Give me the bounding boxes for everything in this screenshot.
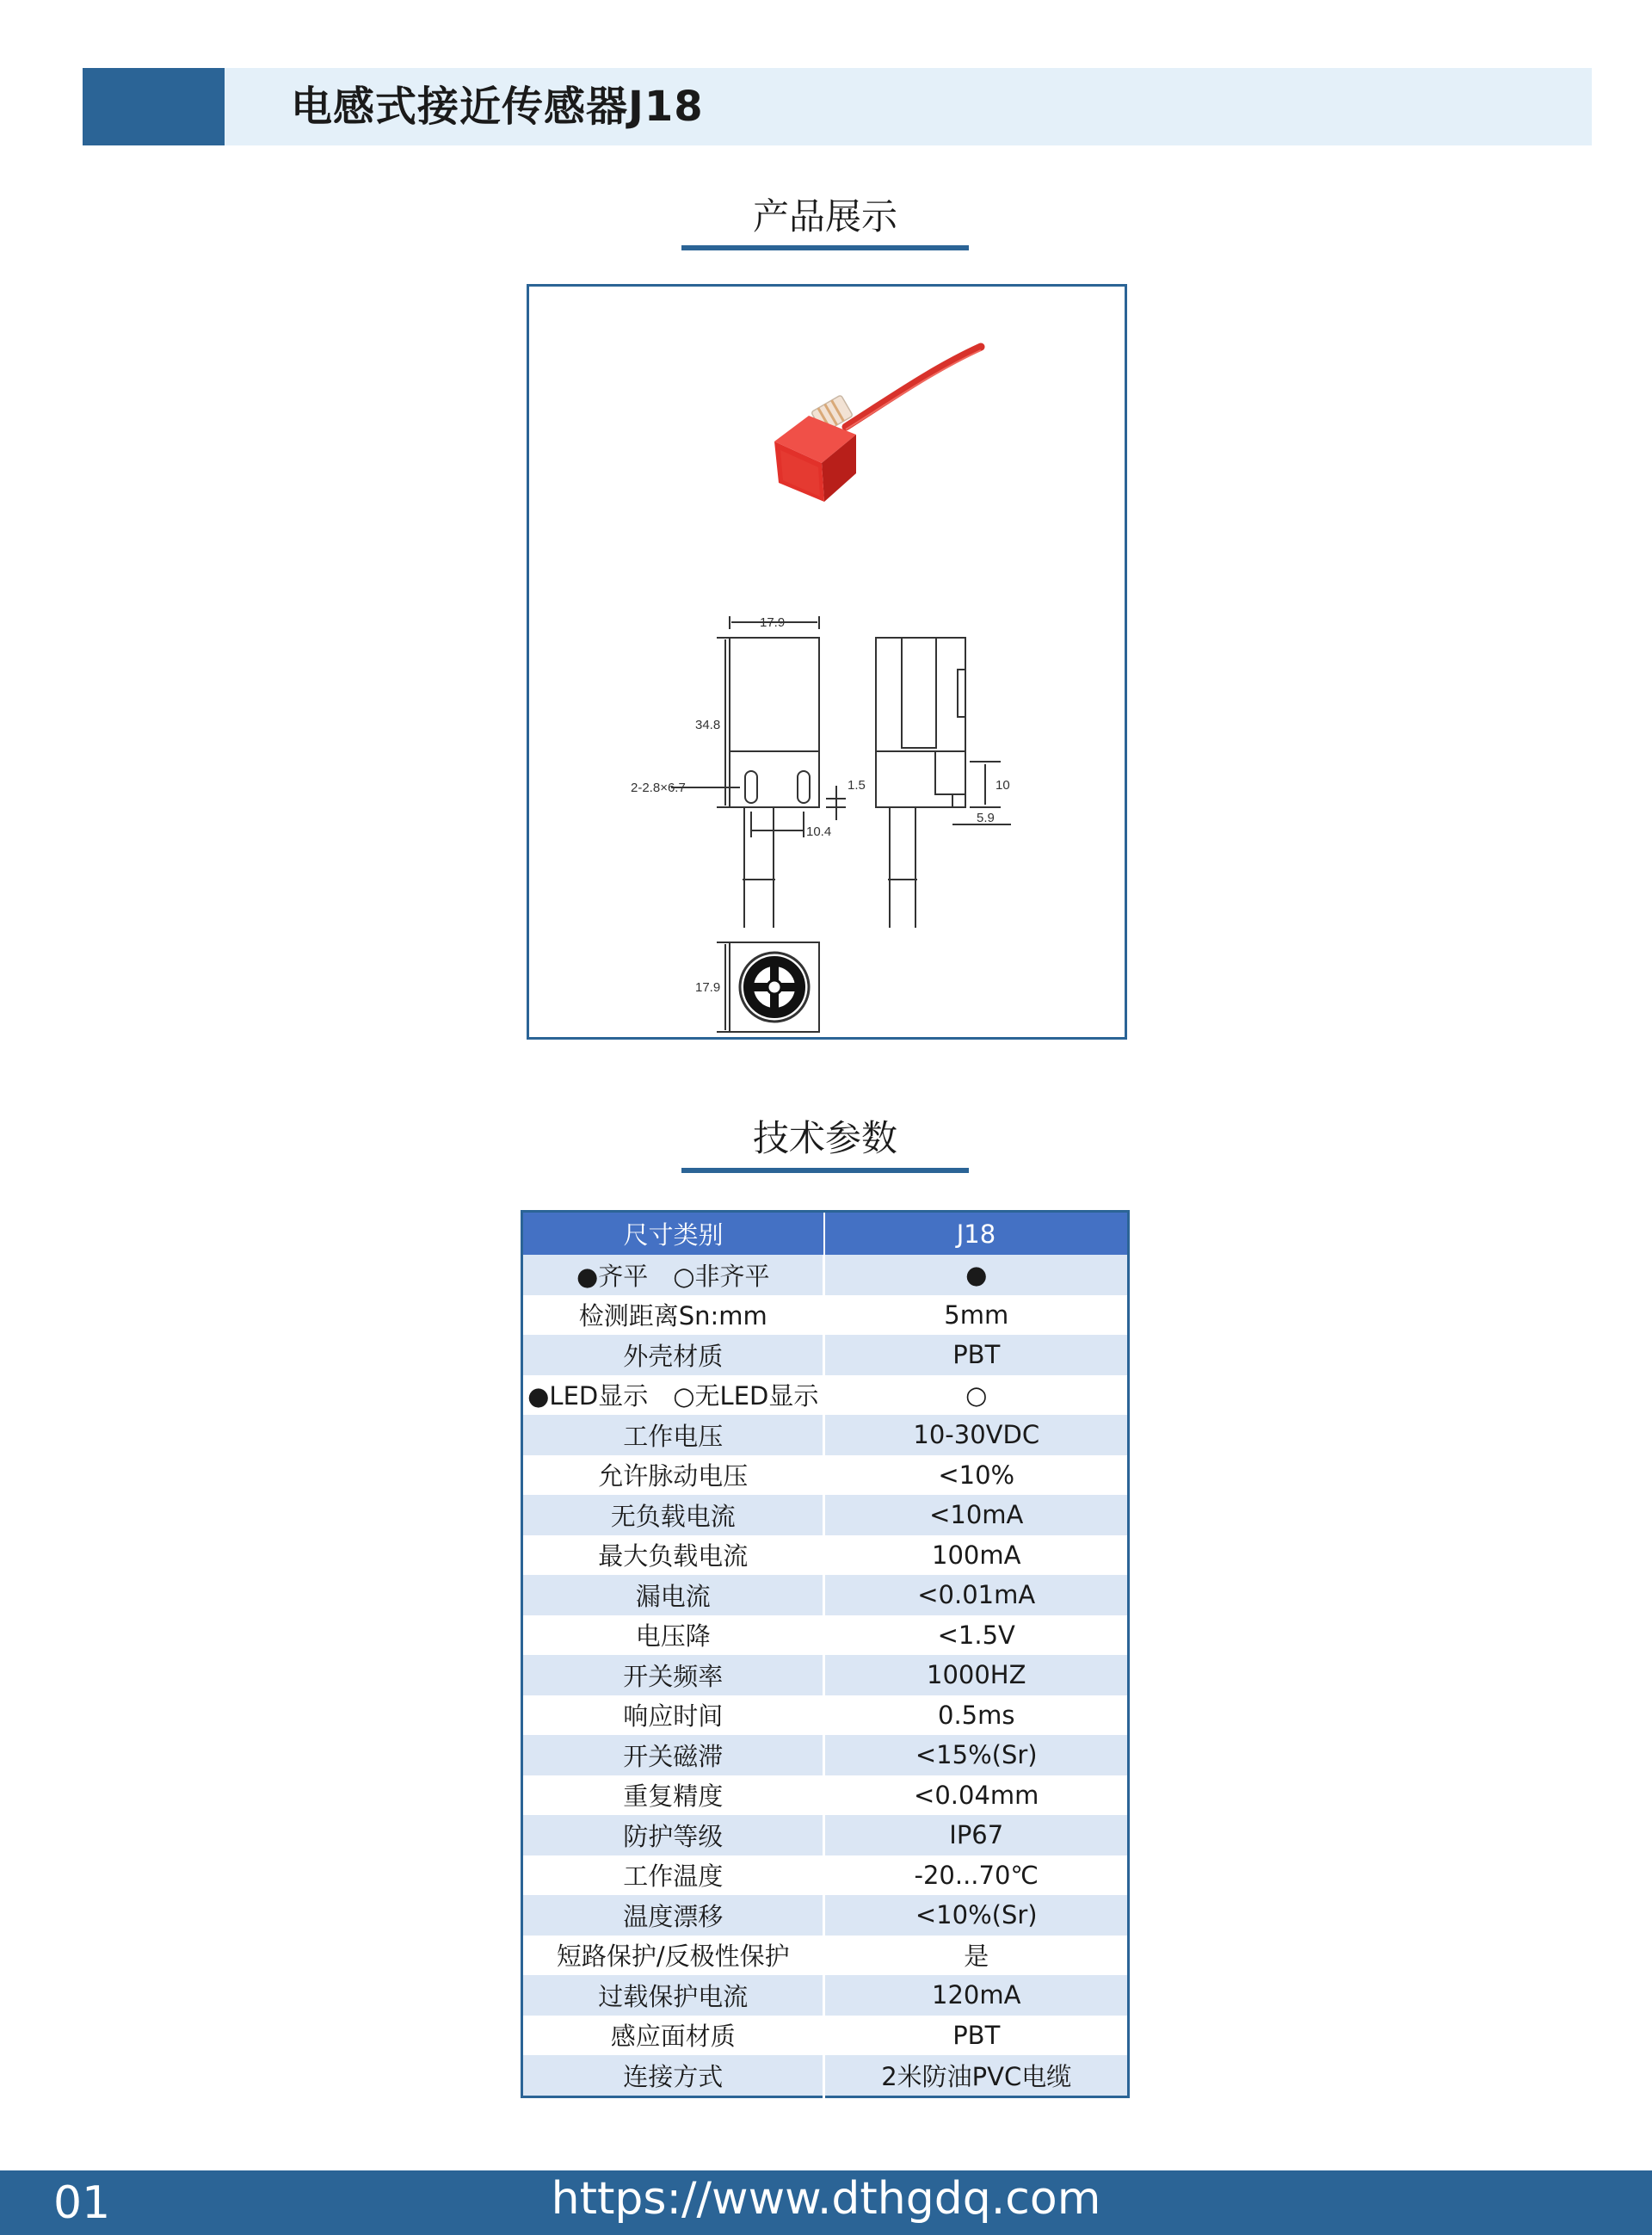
spec-row	[522, 1655, 1129, 1695]
spec-label: 检测距离Sn:mm	[522, 1295, 824, 1336]
product-section-title: 产品展示	[752, 195, 897, 238]
spec-label: 响应时间	[522, 1695, 824, 1736]
spec-row	[522, 1615, 1129, 1656]
spec-row	[522, 1535, 1129, 1576]
spec-header-label: 尺寸类别	[522, 1212, 824, 1256]
spec-table	[521, 1210, 1130, 2098]
spec-row	[522, 1375, 1129, 1416]
spec-label: 感应面材质	[522, 2016, 824, 2056]
spec-value: 100mA	[824, 1535, 1129, 1576]
spec-label: 工作电压	[522, 1415, 824, 1455]
spec-label: 外壳材质	[522, 1335, 824, 1375]
spec-header-value: J18	[824, 1212, 1129, 1256]
front-view-outline	[730, 638, 819, 807]
spec-label: 防护等级	[522, 1815, 824, 1855]
spec-value: <15%(Sr)	[824, 1735, 1129, 1775]
spec-label: 重复精度	[522, 1775, 824, 1816]
specs-section-underline	[681, 1168, 969, 1173]
spec-row	[522, 1255, 1129, 1295]
spec-label: 过载保护电流	[522, 1975, 824, 2016]
spec-label: 开关频率	[522, 1655, 824, 1695]
product-section-underline	[681, 245, 969, 250]
header-accent-block	[83, 68, 225, 145]
spec-value: <10mA	[824, 1495, 1129, 1535]
spec-label: 无负载电流	[522, 1495, 824, 1535]
spec-value: 120mA	[824, 1975, 1129, 2016]
page-title: 电感式接近传感器J18	[291, 83, 704, 131]
dim-width-label: 17.9	[760, 615, 786, 630]
spec-row	[522, 1455, 1129, 1496]
spec-label: 允许脉动电压	[522, 1455, 824, 1496]
page-number: 01	[53, 2177, 111, 2229]
spec-value: ●	[824, 1255, 1129, 1295]
spec-value: <1.5V	[824, 1615, 1129, 1656]
spec-value: <0.04mm	[824, 1775, 1129, 1816]
product-photo	[529, 287, 1125, 1037]
dim-side-height-label: 10	[996, 778, 1010, 793]
spec-row	[522, 1335, 1129, 1375]
dim-offset-label: 1.5	[848, 778, 866, 793]
specs-section-title: 技术参数	[752, 1117, 897, 1159]
spec-row	[522, 1295, 1129, 1336]
spec-value: <0.01mA	[824, 1575, 1129, 1615]
spec-label: 开关磁滞	[522, 1735, 824, 1775]
spec-value: 1000HZ	[824, 1655, 1129, 1695]
spec-value: <10%	[824, 1455, 1129, 1496]
spec-row	[522, 1975, 1129, 2016]
spec-row	[522, 1936, 1129, 1976]
dim-bottom-label: 17.9	[695, 980, 721, 995]
dim-spacing-label: 10.4	[806, 824, 832, 839]
spec-value: 是	[824, 1936, 1129, 1976]
spec-value: PBT	[824, 2016, 1129, 2056]
footer-url-link[interactable]: https://www.dthgdq.com	[551, 2173, 1101, 2225]
spec-value: 5mm	[824, 1295, 1129, 1336]
spec-value: IP67	[824, 1815, 1129, 1855]
spec-value: <10%(Sr)	[824, 1895, 1129, 1936]
spec-row	[522, 1775, 1129, 1816]
spec-row	[522, 1575, 1129, 1615]
spec-row	[522, 1815, 1129, 1855]
spec-row	[522, 2055, 1129, 2096]
spec-row	[522, 1895, 1129, 1936]
spec-value: 2米防油PVC电缆	[824, 2055, 1129, 2096]
spec-row	[522, 1735, 1129, 1775]
dimension-drawing	[671, 616, 1011, 1032]
spec-label: 工作温度	[522, 1855, 824, 1896]
spec-label: 最大负载电流	[522, 1535, 824, 1576]
side-view-outline	[876, 638, 965, 807]
spec-table-header	[522, 1212, 1129, 1256]
spec-value: PBT	[824, 1335, 1129, 1375]
spec-label: ●LED显示 ○无LED显示	[522, 1375, 824, 1416]
spec-value: ○	[824, 1375, 1129, 1416]
dim-height-label: 34.8	[695, 718, 721, 732]
spec-value: -20...70℃	[824, 1855, 1129, 1896]
spec-row	[522, 1495, 1129, 1535]
dim-side-depth-label: 5.9	[977, 811, 995, 825]
spec-label: 漏电流	[522, 1575, 824, 1615]
spec-label: 电压降	[522, 1615, 824, 1656]
dim-hole-label: 2-2.8×6.7	[631, 781, 686, 795]
spec-value: 0.5ms	[824, 1695, 1129, 1736]
spec-label: 温度漂移	[522, 1895, 824, 1936]
spec-label: 连接方式	[522, 2055, 824, 2096]
spec-label: ●齐平 ○非齐平	[522, 1255, 824, 1295]
spec-row	[522, 1415, 1129, 1455]
product-image-frame	[527, 284, 1127, 1040]
spec-value: 10-30VDC	[824, 1415, 1129, 1455]
spec-row	[522, 1855, 1129, 1896]
spec-row	[522, 1695, 1129, 1736]
spec-label: 短路保护/反极性保护	[522, 1936, 824, 1976]
spec-row	[522, 2016, 1129, 2056]
